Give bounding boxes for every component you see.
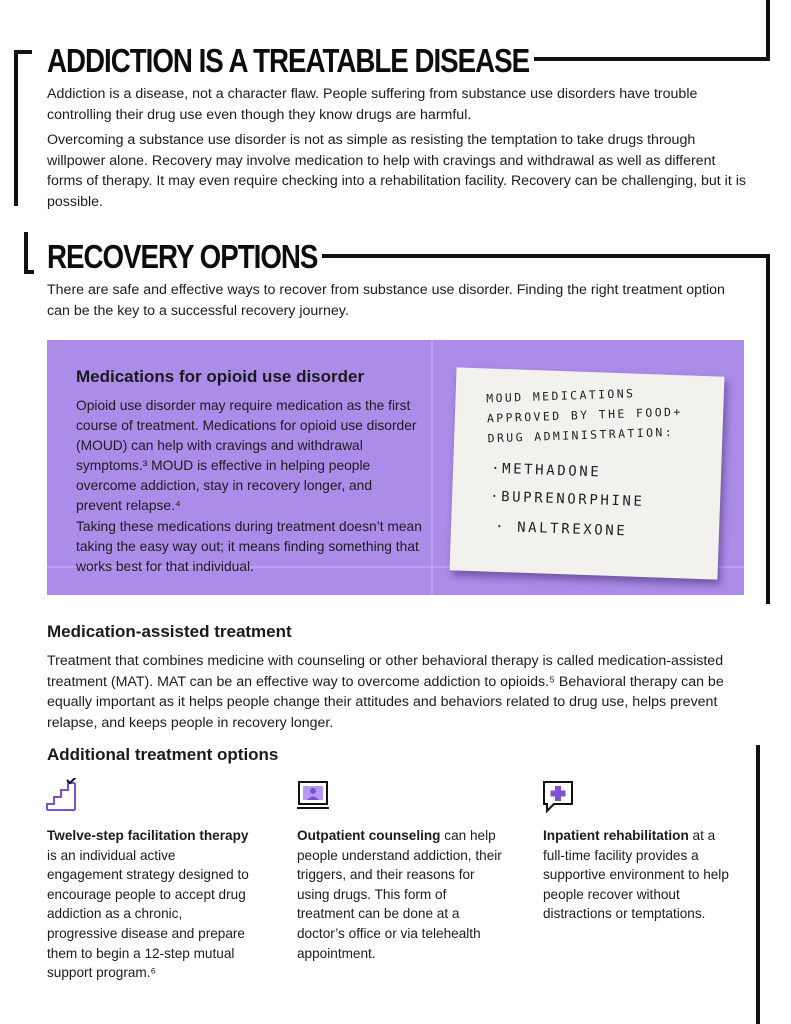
section1-paragraph-1: Addiction is a disease, not a character flaw. People suffering from substance use disorders have trouble controlling their drug use even though they know drugs are harmful. <box>47 86 698 123</box>
mat-text: Treatment that combines medicine with counseling or other behavioral therapy is called medication-assisted treatment (MAT). MAT can be an effective way to overcome addiction to opioids.⁵ Behavioral therapy can be equally important as it helps people change their attitudes and behaviors related to drug use, helps prevent relapse, and keeps people in recovery longer. <box>47 653 724 731</box>
moud-title: Medications for opioid use disorder <box>76 367 365 386</box>
section-heading-addiction: ADDICTION IS A TREATABLE DISEASE <box>47 42 530 79</box>
moud-paragraph-2: Taking these medications during treatment doesn’t mean taking the easy way out; it means finding something that works best for that individual. <box>76 519 422 574</box>
note-item-buprenorphine: ·BUPRENORPHINE <box>489 488 645 511</box>
option-twelve-step-title: Twelve-step facilitation therapy <box>47 828 249 843</box>
frame-bracket-left-2 <box>24 232 28 274</box>
option-twelve-step-text: is an individual active engagement strategy designed to encourage people to accept drug addiction as a chronic, progressive disease and prepare them to begin a 12-step mutual support program.⁶ <box>47 847 249 981</box>
section-heading-recovery-options: RECOVERY OPTIONS <box>47 238 318 275</box>
option-inpatient-title: Inpatient rehabilitation <box>543 828 689 843</box>
frame-line-right-bottom <box>756 745 760 1024</box>
wall-seam-vertical <box>431 340 433 595</box>
section1-paragraph-2: Overcoming a substance use disorder is not as simple as resisting the temptation to take drugs through willpower alone. Recovery may involve medication to help with cravings and withdrawal as well as different forms of therapy. It may even require checking into a rehabilitation facility. Recovery can be challenging, but it is possible. <box>47 132 746 210</box>
option-inpatient-rehab <box>543 826 738 924</box>
option-outpatient-counseling <box>297 826 502 963</box>
stairs-icon <box>46 778 80 812</box>
frame-line-section2 <box>322 254 770 258</box>
option-inpatient-text: at a full-time facility provides a supportive environment to help people recover without distractions or temptations. <box>543 828 729 922</box>
frame-line-top-right <box>534 57 770 61</box>
moud-panel <box>47 340 744 595</box>
option-outpatient-title: Outpatient counseling <box>297 828 441 843</box>
option-outpatient-text: can help people understand addiction, their triggers, and their reasons for using drugs. This form of treatment can be done at a doctor’s office or via telehealth appointment. <box>297 828 502 961</box>
additional-options-title: Additional treatment options <box>47 745 279 764</box>
option-twelve-step <box>47 826 252 983</box>
moud-paragraph-1: Opioid use disorder may require medication as the first course of treatment. Medications for opioid use disorder (MOUD) can help with cravings and withdrawal symptoms.³ MOUD is effective in helping people overcome addiction, stay in recovery longer, and prevent relapse.⁴ <box>76 398 417 513</box>
frame-bracket-left-1 <box>14 50 18 206</box>
note-item-naltrexone: · NALTREXONE <box>494 518 628 540</box>
section2-intro: There are safe and effective ways to recover from substance use disorder. Finding the right treatment option can be the key to a successful recovery journey. <box>47 282 725 319</box>
frame-bracket-left-1-tick <box>14 50 32 54</box>
video-call-icon <box>297 780 331 812</box>
medical-cross-chat-icon <box>542 780 576 814</box>
moud-medications-note <box>450 367 725 579</box>
mat-title: Medication-assisted treatment <box>47 622 292 641</box>
frame-line-right-vertical <box>766 254 770 604</box>
note-heading: MOUD MEDICATIONS APPROVED BY THE FOOD+ DRUG ADMINISTRATION: <box>486 386 683 446</box>
frame-bracket-left-2-tick <box>24 270 34 274</box>
note-item-methadone: ·METHADONE <box>490 460 602 481</box>
frame-line-top-vertical <box>766 0 770 61</box>
